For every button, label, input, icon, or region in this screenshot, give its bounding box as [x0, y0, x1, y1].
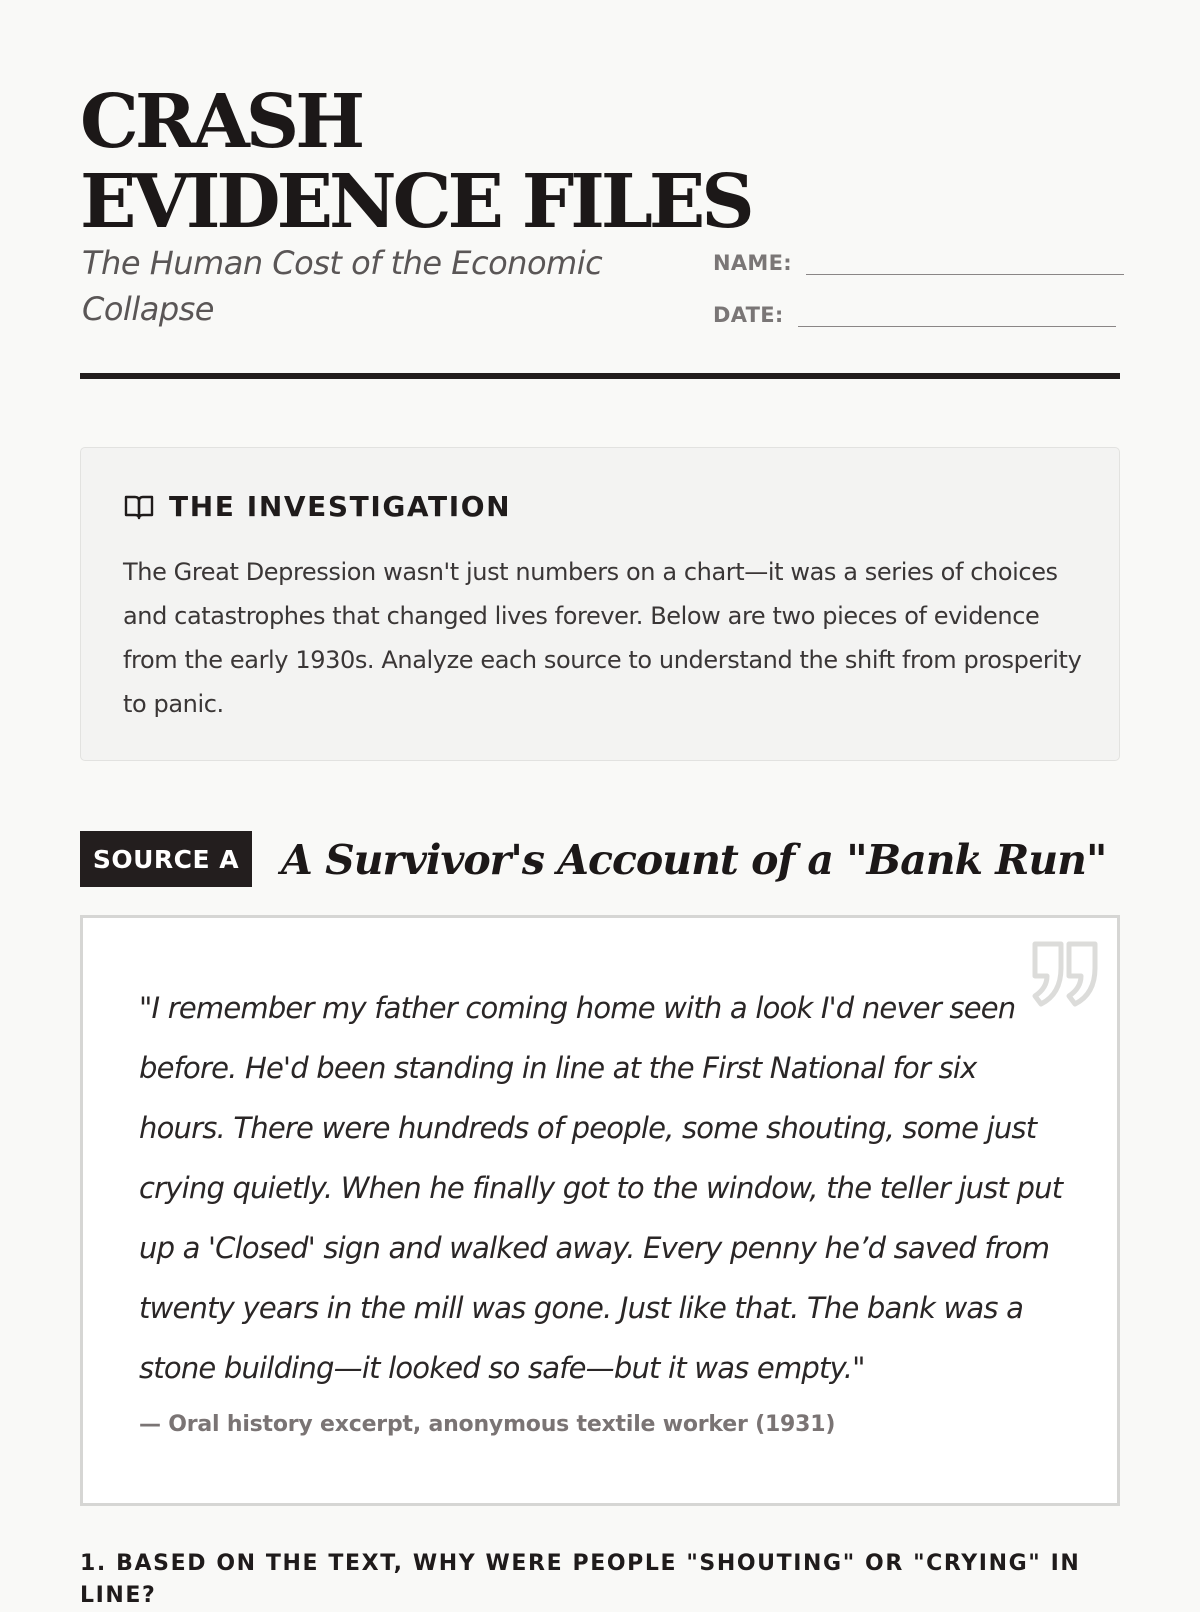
name-label: NAME: [713, 251, 792, 275]
name-field[interactable] [713, 246, 1124, 275]
investigation-panel [80, 447, 1120, 761]
source-a-quote-box [80, 915, 1120, 1506]
question-1: 1. BASED ON THE TEXT, WHY WERE PEOPLE "SHOUTING" OR "CRYING" IN LINE? [80, 1551, 1081, 1608]
name-input-line[interactable] [806, 246, 1124, 275]
investigation-heading-row [123, 490, 511, 523]
page-title [80, 79, 751, 245]
date-input-line[interactable] [798, 298, 1116, 327]
date-label: DATE: [713, 303, 784, 327]
title-line-2: EVIDENCE FILES [80, 159, 751, 245]
book-open-icon [123, 493, 155, 521]
source-a-title: A Survivor's Account of a "Bank Run" [281, 836, 1107, 884]
investigation-heading: THE INVESTIGATION [169, 490, 512, 523]
page-subtitle: The Human Cost of the Economic Collapse [82, 244, 603, 328]
date-field[interactable] [713, 298, 1116, 327]
source-a-quote: "I remember my father coming home with a look I'd never seen before. He'd been standing in line at the First National for six hours. There were hundreds of people, some shouting, some just crying quietly. When he finally got to the window, the teller just put up a 'Closed' sign and walked away. Every penny he’d saved from twenty years in the mill was gone. Just like that. The bank was a stone building—it looked so safe—but it was empty." [139, 991, 1063, 1385]
source-a-attribution: — Oral history excerpt, anonymous textile worker (1931) [139, 1412, 836, 1437]
source-a-badge: SOURCE A [80, 831, 252, 887]
investigation-body: The Great Depression wasn't just numbers on a chart—it was a series of choices and catastrophes that changed lives forever. Below are two pieces of evidence from the early 1930s. Analyze each source to understand the shift from prosperity to panic. [123, 558, 1082, 718]
header-divider [80, 373, 1120, 379]
title-line-1: CRASH [80, 79, 362, 165]
